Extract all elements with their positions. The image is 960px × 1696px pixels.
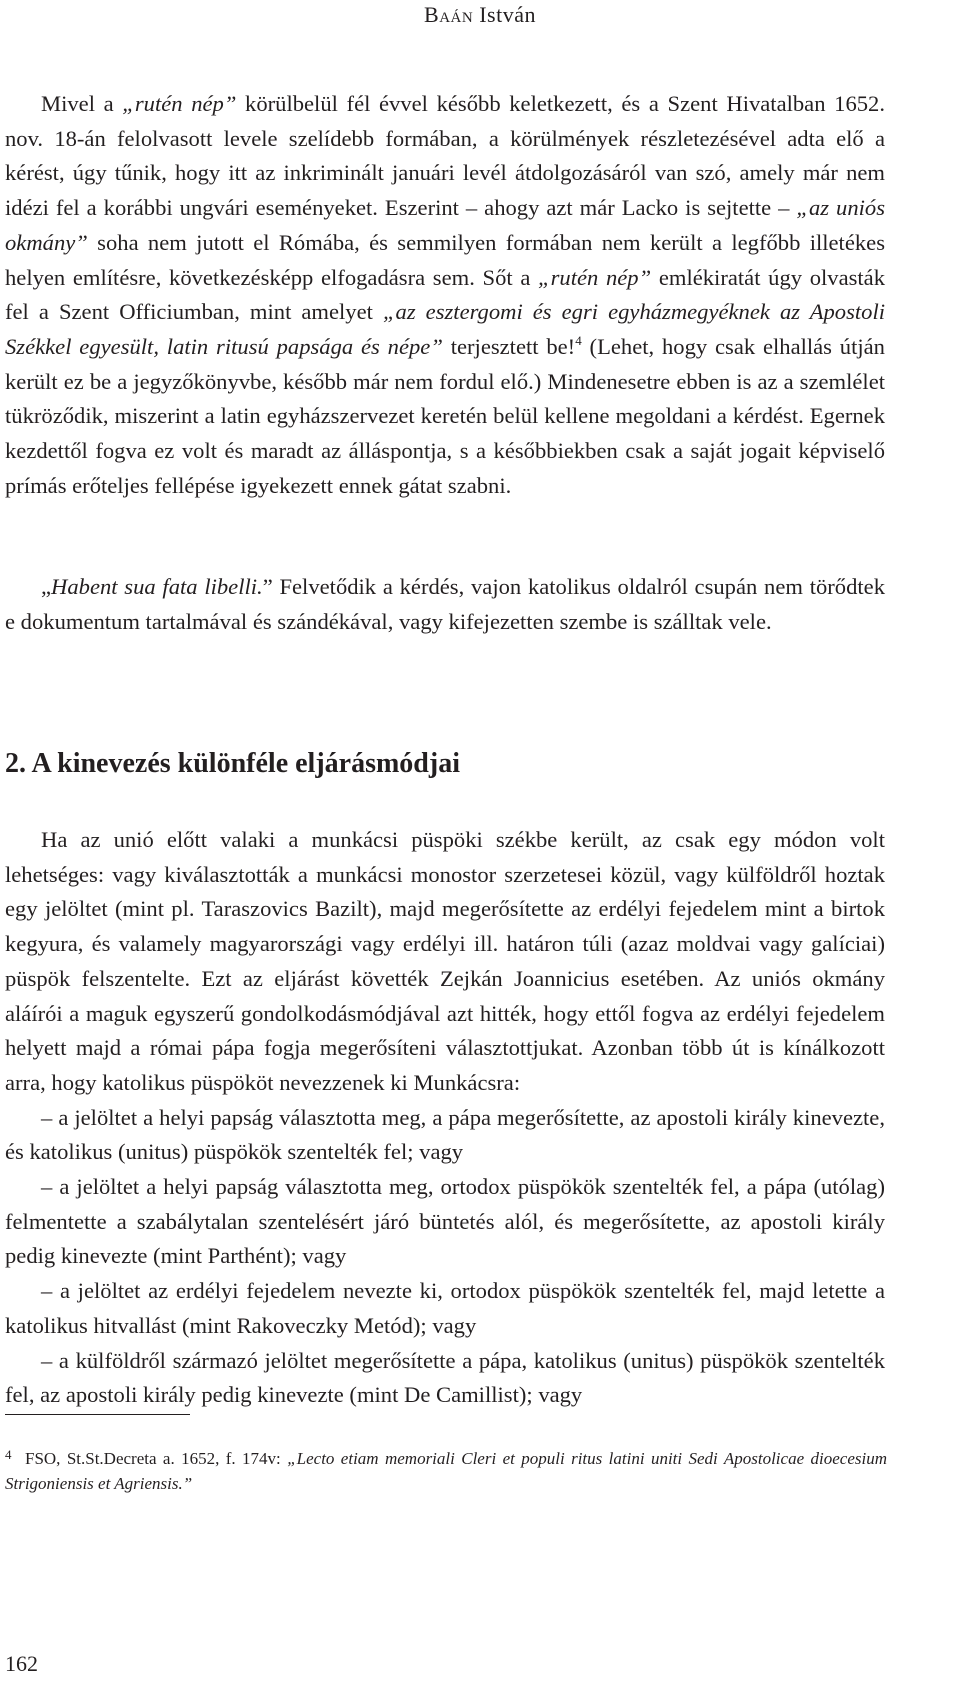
footnote: 4 FSO, St.St.Decreta a. 1652, f. 174v: „Lecto etiam memoriali Cleri et populi ritus latini uniti Sedi Apostolicae dioecesium Strigoniensis et Agriensis.” — [5, 1447, 887, 1493]
paragraph-2: „Habent sua fata libelli.” Felvetődik a kérdés, vajon katolikus oldalról csupán nem törődtek e dokumentum tartalmával és szándékával, vagy kifejezetten szembe is szálltak vele. — [5, 574, 885, 634]
paragraph-1: Mivel a „rutén nép” körülbelül fél évvel később keletkezett, és a Szent Hivatalban 1652. nov. 18-án felolvasott levele szelídebb formában, a körülmények részletezésével adta elő a kérést, úgy tűnik, hogy itt az inkriminált januári levél átdolgozásáról van szó, amely már nem idézi fel a korábbi ungvári eseményeket. Eszerint – ahogy azt már Lacko is sejtette – „az uniós okmány” soha nem jutott el Rómába, és semmilyen formában nem került a legfőbb illetékes helyen említésre, következésképp elfogadásra sem. Sőt a „rutén nép” emlékiratát úgy olvasták fel a Szent Officiumban, mint amelyet „az esztergomi és egri egyházmegyéknek az Apostoli Székkel egyesült, latin ritusú papsága és népe” terjesztett be!$^4$ (Lehet, hogy csak elhallás útján került ez be a jegyzőkönyvbe, később már nem fordul elő.) Mindenesetre ebben is az a szemlélet tükröződik, miszerint a latin egyházszervezet keretén belül kellene megoldani a kérdést. Egernek kezdettől fogva ez volt és maradt az álláspontja, s a későbbiekben csak a saját jogait képviselő prímás erőteljes fellépése igyekezett ennek gátat szabni. — [5, 91, 886, 498]
running-header: Baán István — [424, 2, 536, 27]
list-item: – a jelöltet a helyi papság választotta meg, a pápa megerősítette, az apostoli király kinevezte, és katolikus (unitus) püspökök szentelték fel; vagy — [5, 1104, 885, 1165]
section-heading: 2. A kinevezés különféle eljárásmódjai — [5, 748, 460, 779]
page-number: 162 — [5, 1651, 38, 1676]
paragraph-3: Ha az unió előtt valaki a munkácsi püspöki székbe került, az csak egy módon volt lehetséges: vagy kiválasztották a munkácsi monostor szerzetesei közül, vagy külföldről hoztak egy jelöltet (mint pl. Taraszovics Bazilt), majd megerősítette az erdélyi fejedelem mint a birtok kegyura, és valamely magyarországi vagy erdélyi ill. határon túli (azaz moldvai vagy galíciai) püspök felszentelte. Ezt az eljárást követték Zejkán Joannicius esetében. Az uniós okmány aláírói a maguk egyszerű gondolkodásmódjával azt hitték, hogy ettől fogva az erdélyi fejedelem helyett majd a római pápa fogja megerősíteni választottjukat. Azonban több út is kínálkozott arra, hogy katolikus püspököt nevezzenek ki Munkácsra: – a jelöltet a helyi papság választotta meg, a pápa megerősítette, az apostoli király kinevezte, és katolikus (unitus) püspökök szentelték fel; vagy – a jelöltet a helyi papság választotta meg, ortodox püspökök szentelték fel, a pápa (utólag) felmentette a szabálytalan szentelésért járó büntetés alól, és megerősítette, az apostoli király pedig kinevezte (mint Parthént); vagy – a jelöltet az erdélyi fejedelem nevezte ki, ortodox püspökök szentelték fel, majd letette a katolikus hitvallást (mint Rakoveczky Metód); vagy – a külföldről származó jelöltet megerősítette a pápa, katolikus (unitus) püspökök szentelték fel, az apostoli király pedig kinevezte (mint De Camillist); vagy — [5, 823, 885, 1413]
footnote-divider — [5, 1414, 190, 1415]
list-item: – a külföldről származó jelöltet megerősítette a pápa, katolikus (unitus) püspökök szentelték fel, az apostoli király pedig kinevezte (mint De Camillist); vagy — [5, 1347, 885, 1408]
list-item: – a jelöltet a helyi papság választotta meg, ortodox püspökök szentelték fel, a pápa (utólag) felmentette a szabálytalan szentelésért járó büntetés alól, és megerősítette, az apostoli király pedig kinevezte (mint Parthént); vagy — [5, 1174, 885, 1269]
list-item: – a jelöltet az erdélyi fejedelem nevezte ki, ortodox püspökök szentelték fel, majd letette a katolikus hitvallást (mint Rakoveczky Metód); vagy — [5, 1278, 885, 1338]
footnote-ref[interactable]: 4 — [575, 332, 582, 348]
